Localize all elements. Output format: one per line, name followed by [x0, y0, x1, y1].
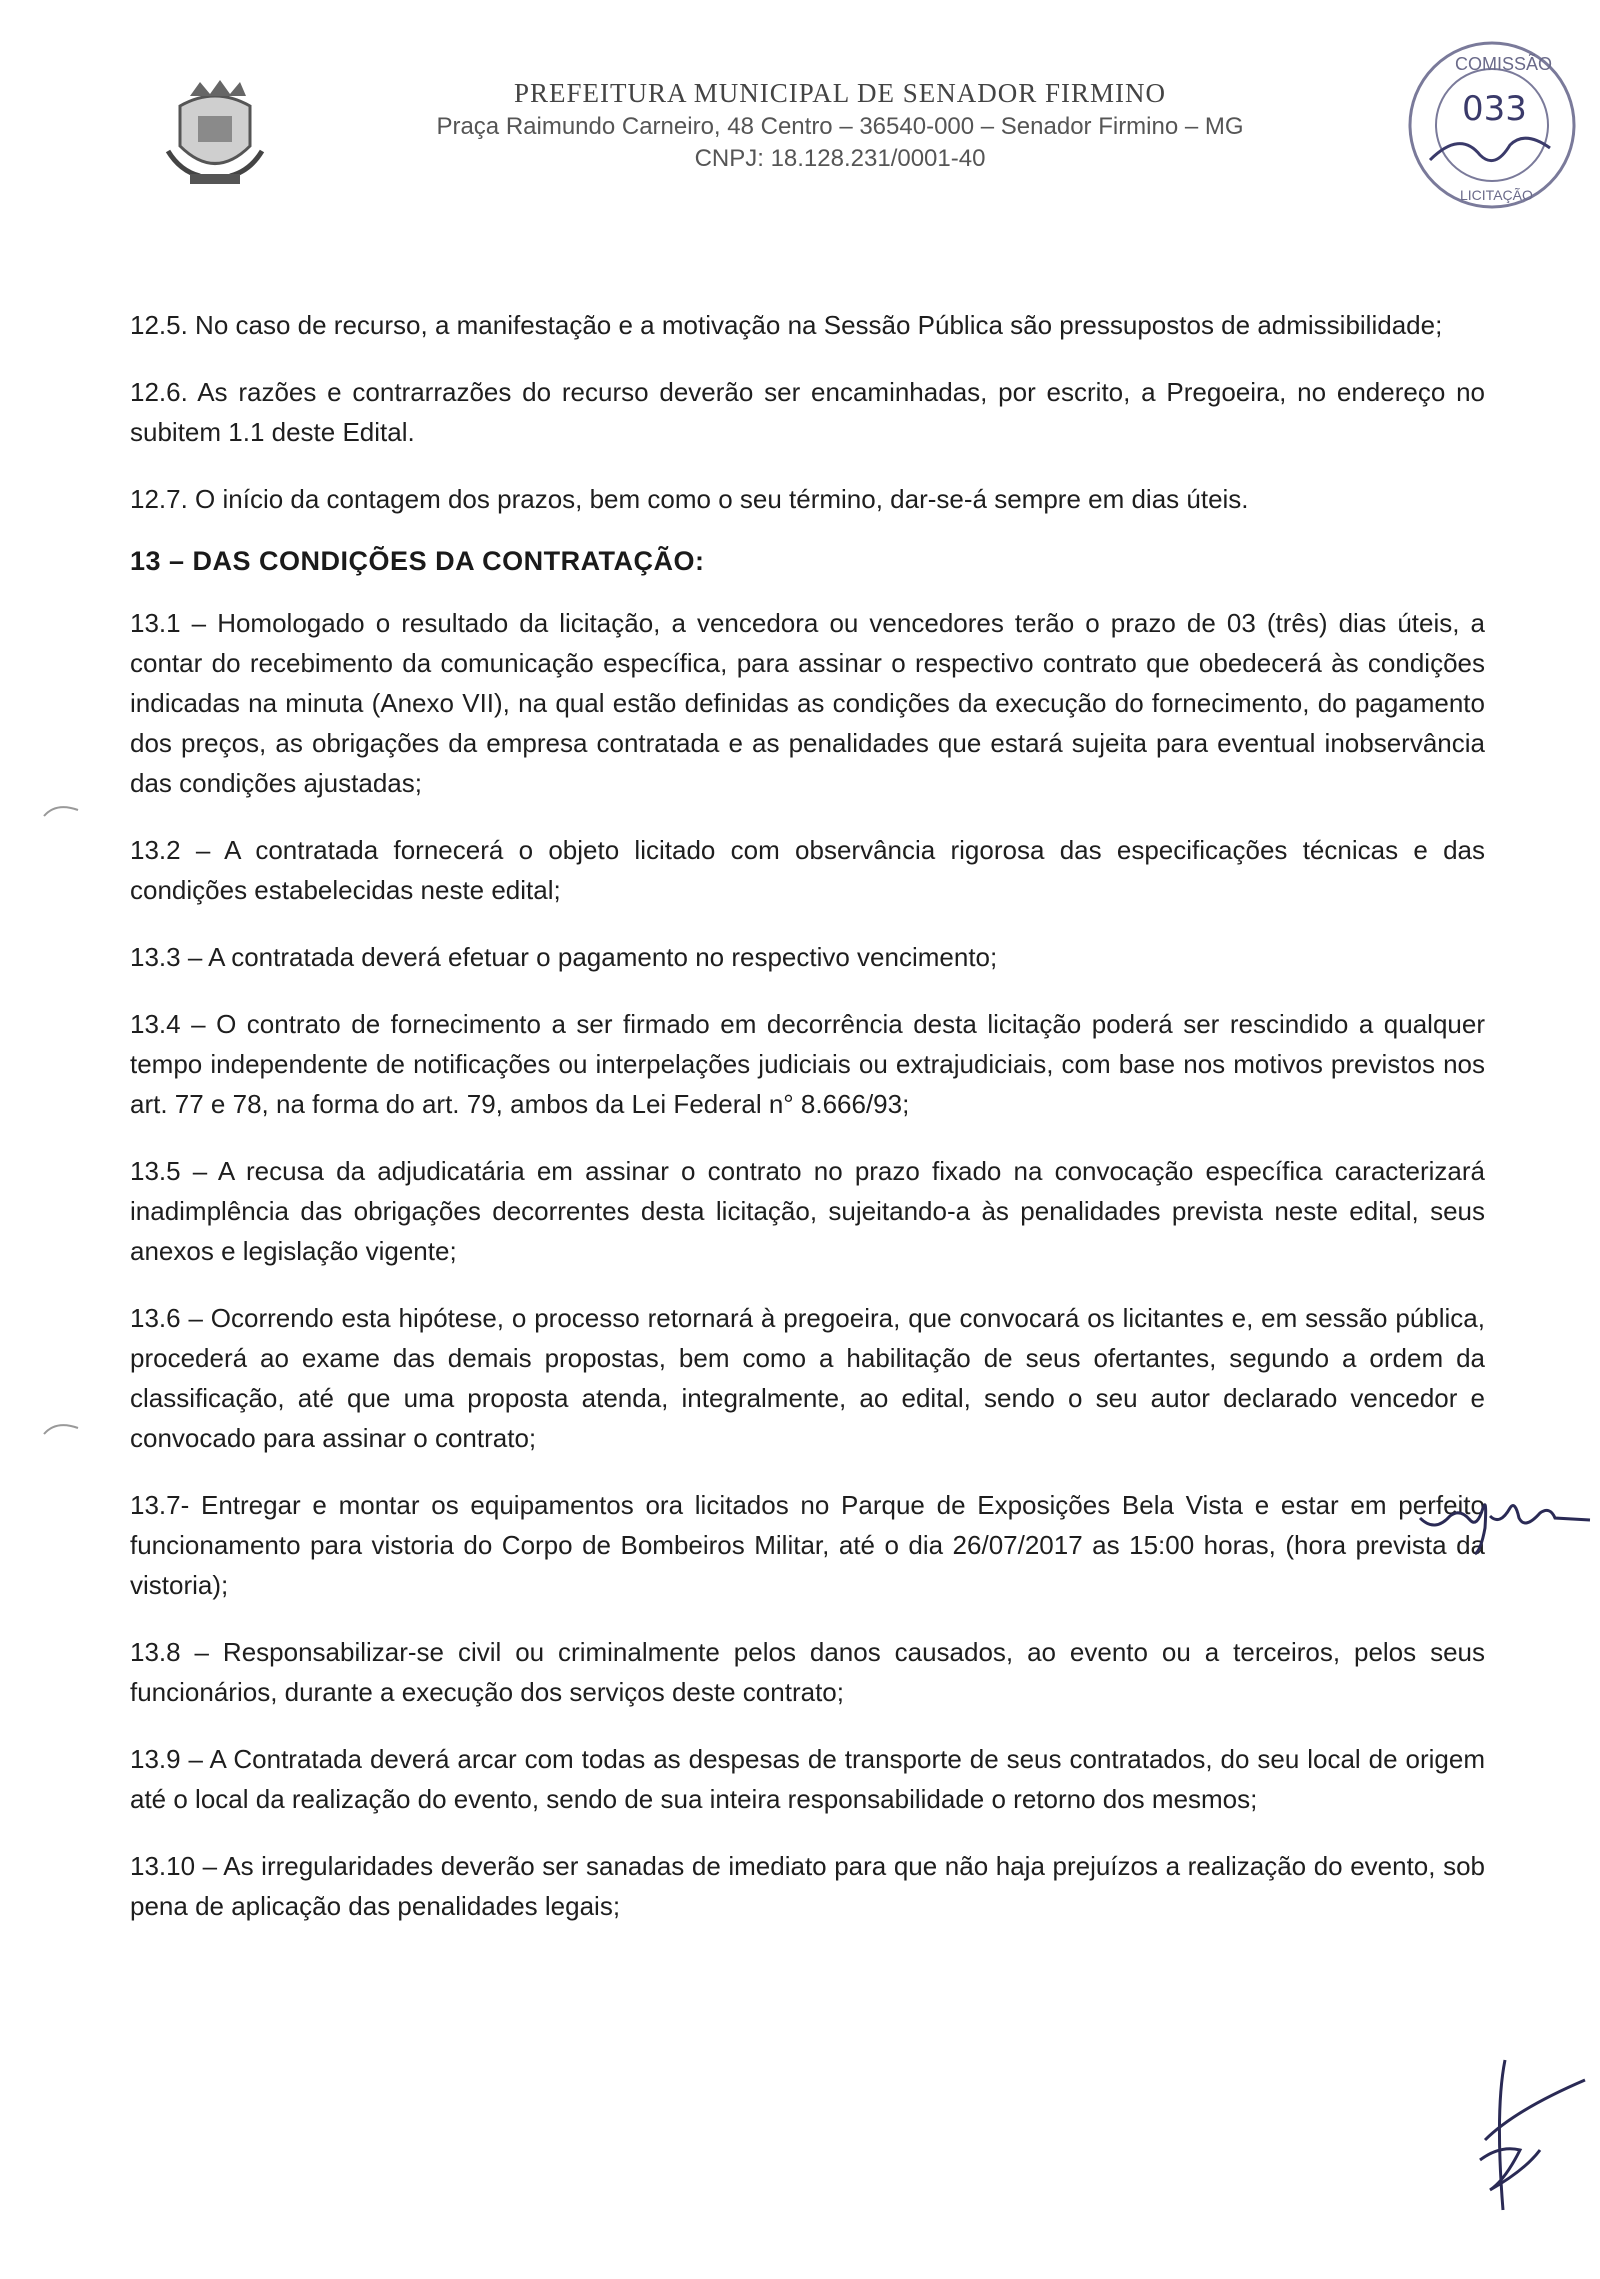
letterhead	[160, 70, 1360, 200]
punch-mark-icon	[42, 800, 82, 820]
clause-13-6: 13.6 – Ocorrendo esta hipótese, o processo retornará à pregoeira, que convocará os licitantes e, em sessão pública, procederá ao exame das demais propostas, bem como a habilitação de seus ofertantes, segundo a ordem da classificação, até que uma proposta atenda, integralmente, ao edital, sendo o seu autor declarado vencedor e convocado para assinar o contrato;	[130, 1303, 1485, 1453]
commission-stamp	[1400, 30, 1585, 220]
clause-13-10: 13.10 – As irregularidades deverão ser sanadas de imediato para que não haja prejuízos a realização do evento, sob pena de aplicação das penalidades legais;	[130, 1851, 1485, 1921]
municipality-cnpj: CNPJ: 18.128.231/0001-40	[694, 145, 986, 172]
punch-mark-icon	[42, 1418, 82, 1438]
clause-12-5: 12.5. No caso de recurso, a manifestação e a motivação na Sessão Pública são pressupostos de admissibilidade;	[130, 310, 1443, 340]
document-body	[130, 305, 1485, 1953]
clause-13-1: 13.1 – Homologado o resultado da licitação, a vencedora ou vencedores terão o prazo de 03 (três) dias úteis, a contar do recebimento da comunicação específica, para assinar o respectivo contrato que obedecerá às condições indicadas na minuta (Anexo VII), na qual estão definidas as condições da execução do fornecimento, do pagamento dos preços, as obrigações da empresa contratada e as penalidades que estará sujeita para eventual inobservância das condições ajustadas;	[130, 608, 1485, 798]
stamp-top-text: COMISSÃO	[1455, 54, 1553, 74]
clause-12-6: 12.6. As razões e contrarrazões do recurso deverão ser encaminhadas, por escrito, a Pregoeira, no endereço no subitem 1.1 deste Edital.	[130, 377, 1485, 447]
clause-13-8: 13.8 – Responsabilizar-se civil ou criminalmente pelos danos causados, ao evento ou a terceiros, pelos seus funcionários, durante a execução dos serviços deste contrato;	[130, 1637, 1485, 1707]
municipality-address: Praça Raimundo Carneiro, 48 Centro – 36540-000 – Senador Firmino – MG	[436, 113, 1244, 140]
stamp-signature-icon	[1430, 138, 1550, 160]
clause-13-4: 13.4 – O contrato de fornecimento a ser firmado em decorrência desta licitação poderá ser rescindido a qualquer tempo independente de notificações ou interpelações judiciais ou extrajudiciais, com base nos motivos previstos nos art. 77 e 78, na forma do art. 79, ambos da Lei Federal n° 8.666/93;	[130, 1009, 1485, 1119]
letterhead-text	[390, 70, 1290, 173]
municipal-crest-icon	[160, 76, 270, 191]
municipality-title: PREFEITURA MUNICIPAL DE SENADOR FIRMINO	[513, 78, 1167, 108]
clause-13-9: 13.9 – A Contratada deverá arcar com todas as despesas de transporte de seus contratados, do seu local de origem até o local da realização do evento, sendo de sua inteira responsabilidade o retorno dos mesmos;	[130, 1744, 1485, 1814]
clause-13-7: 13.7- Entregar e montar os equipamentos ora licitados no Parque de Exposições Bela Vista e estar em perfeito funcionamento para vistoria do Corpo de Bombeiros Militar, até o dia 26/07/2017 as 15:00 horas, (hora prevista da vistoria);	[130, 1490, 1485, 1600]
handwritten-signature-icon	[1445, 2050, 1595, 2220]
stamp-bottom-text: LICITAÇÃO	[1460, 187, 1533, 203]
section-13-heading: 13 – DAS CONDIÇÕES DA CONTRATAÇÃO:	[130, 546, 705, 576]
clause-13-3: 13.3 – A contratada deverá efetuar o pagamento no respectivo vencimento;	[130, 942, 998, 972]
clause-12-7: 12.7. O início da contagem dos prazos, bem como o seu término, dar-se-á sempre em dias úteis.	[130, 484, 1249, 514]
initials-signature-icon	[1415, 1488, 1595, 1558]
clause-13-2: 13.2 – A contratada fornecerá o objeto licitado com observância rigorosa das especificações técnicas e das condições estabelecidas neste edital;	[130, 835, 1485, 905]
stamp-number: 033	[1462, 89, 1527, 129]
clause-13-5: 13.5 – A recusa da adjudicatária em assinar o contrato no prazo fixado na convocação específica caracterizará inadimplência das obrigações decorrentes desta licitação, sujeitando-a às penalidades prevista neste edital, seus anexos e legislação vigente;	[130, 1156, 1485, 1266]
